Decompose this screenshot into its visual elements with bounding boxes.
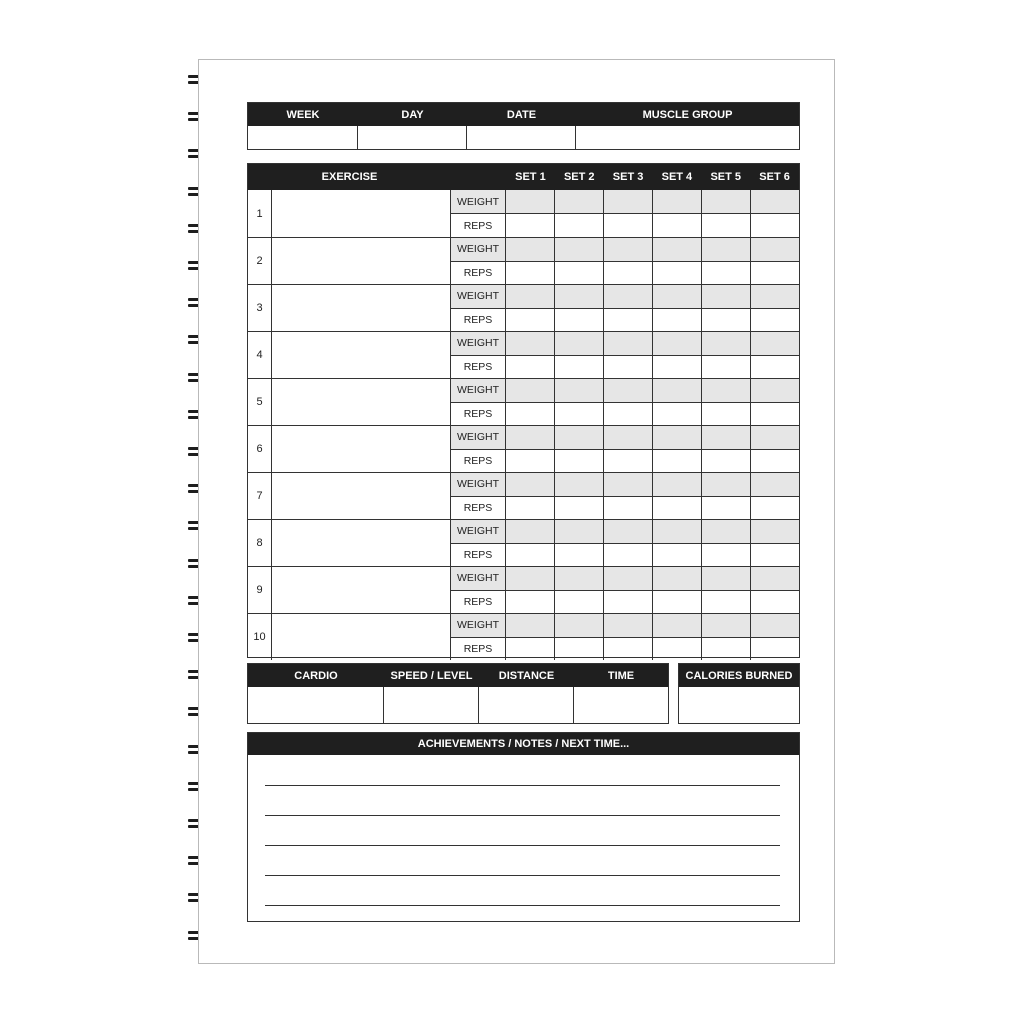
- weight-label: WEIGHT: [451, 332, 506, 355]
- reps-label: REPS: [451, 497, 506, 520]
- reps-set-3-cell[interactable]: [604, 497, 653, 520]
- exercise-row: [248, 613, 799, 660]
- weight-label: WEIGHT: [451, 520, 506, 543]
- note-line: [265, 815, 780, 816]
- weight-set-4-cell[interactable]: [653, 285, 702, 308]
- reps-set-1-cell[interactable]: [506, 638, 555, 661]
- reps-set-3-cell[interactable]: [604, 214, 653, 237]
- weight-set-2-cell[interactable]: [555, 190, 604, 213]
- reps-set-6-cell[interactable]: [751, 638, 799, 661]
- reps-set-6-cell[interactable]: [751, 591, 799, 614]
- reps-set-5-cell[interactable]: [702, 309, 751, 332]
- reps-label: REPS: [451, 591, 506, 614]
- weight-set-1-cell[interactable]: [506, 332, 555, 355]
- weight-set-2-cell[interactable]: [555, 614, 604, 637]
- reps-set-6-cell[interactable]: [751, 403, 799, 426]
- reps-set-4-cell[interactable]: [653, 403, 702, 426]
- reps-set-5-cell[interactable]: [702, 450, 751, 473]
- muscle-group-field[interactable]: [576, 126, 799, 149]
- reps-label: REPS: [451, 544, 506, 567]
- exercise-row: [248, 425, 799, 472]
- weight-set-2-cell[interactable]: [555, 285, 604, 308]
- weight-set-4-cell[interactable]: [653, 190, 702, 213]
- exercise-row: [248, 190, 799, 237]
- cardio-block: [247, 663, 669, 724]
- exercise-row: [248, 472, 799, 519]
- exercise-row: [248, 566, 799, 613]
- weight-set-1-cell[interactable]: [506, 567, 555, 590]
- note-line: [265, 905, 780, 906]
- exercise-number: 6: [248, 426, 272, 472]
- exercise-number: 7: [248, 473, 272, 519]
- weight-label: WEIGHT: [451, 379, 506, 402]
- cardio-header: [248, 664, 668, 687]
- weight-set-4-cell[interactable]: [653, 379, 702, 402]
- reps-set-4-cell[interactable]: [653, 450, 702, 473]
- calories-header: [679, 664, 799, 687]
- reps-set-2-cell[interactable]: [555, 262, 604, 285]
- distance-field[interactable]: [479, 687, 574, 723]
- reps-set-4-cell[interactable]: [653, 262, 702, 285]
- set-4-header: SET 4: [661, 171, 693, 183]
- note-line: [265, 845, 780, 846]
- reps-set-2-cell[interactable]: [555, 591, 604, 614]
- weight-set-3-cell[interactable]: [604, 285, 653, 308]
- weight-label: WEIGHT: [451, 473, 506, 496]
- weight-set-1-cell[interactable]: [506, 285, 555, 308]
- weight-set-6-cell[interactable]: [751, 614, 799, 637]
- weight-set-2-cell[interactable]: [555, 238, 604, 261]
- reps-set-5-cell[interactable]: [702, 403, 751, 426]
- weight-label: WEIGHT: [451, 238, 506, 261]
- reps-set-2-cell[interactable]: [555, 497, 604, 520]
- reps-set-4-cell[interactable]: [653, 544, 702, 567]
- weight-set-1-cell[interactable]: [506, 614, 555, 637]
- weight-set-2-cell[interactable]: [555, 426, 604, 449]
- reps-set-3-cell[interactable]: [604, 450, 653, 473]
- reps-set-2-cell[interactable]: [555, 403, 604, 426]
- reps-set-3-cell[interactable]: [604, 544, 653, 567]
- weight-label: WEIGHT: [451, 614, 506, 637]
- weight-set-6-cell[interactable]: [751, 473, 799, 496]
- set-2-header: SET 2: [563, 171, 595, 183]
- week-header: WEEK: [286, 108, 320, 121]
- reps-set-2-cell[interactable]: [555, 450, 604, 473]
- weight-set-1-cell[interactable]: [506, 238, 555, 261]
- time-label: TIME: [607, 669, 635, 682]
- weight-set-3-cell[interactable]: [604, 379, 653, 402]
- exercise-row: [248, 331, 799, 378]
- day-field[interactable]: [358, 126, 467, 149]
- weight-set-2-cell[interactable]: [555, 379, 604, 402]
- reps-set-4-cell[interactable]: [653, 214, 702, 237]
- weight-set-3-cell[interactable]: [604, 332, 653, 355]
- weight-set-6-cell[interactable]: [751, 332, 799, 355]
- notes-title: ACHIEVEMENTS / NOTES / NEXT TIME...: [417, 738, 630, 750]
- reps-set-4-cell[interactable]: [653, 309, 702, 332]
- weight-set-6-cell[interactable]: [751, 238, 799, 261]
- exercise-name-field[interactable]: [272, 614, 451, 660]
- reps-set-1-cell[interactable]: [506, 309, 555, 332]
- weight-set-5-cell[interactable]: [702, 332, 751, 355]
- date-field[interactable]: [467, 126, 576, 149]
- exercise-number: 10: [248, 614, 272, 660]
- weight-set-3-cell[interactable]: [604, 426, 653, 449]
- exercise-number: 5: [248, 379, 272, 425]
- reps-set-5-cell[interactable]: [702, 497, 751, 520]
- calories-burned-label: CALORIES BURNED: [685, 669, 793, 682]
- reps-set-3-cell[interactable]: [604, 356, 653, 379]
- exercise-rows: [248, 190, 799, 660]
- exercise-number: 3: [248, 285, 272, 331]
- weight-set-5-cell[interactable]: [702, 285, 751, 308]
- weight-set-6-cell[interactable]: [751, 520, 799, 543]
- weight-set-5-cell[interactable]: [702, 190, 751, 213]
- exercise-table-header: [248, 164, 799, 190]
- speed-level-label: SPEED / LEVEL: [390, 669, 473, 682]
- note-line: [265, 785, 780, 786]
- set-3-header: SET 3: [612, 171, 644, 183]
- weight-set-3-cell[interactable]: [604, 614, 653, 637]
- day-header: DAY: [401, 108, 424, 121]
- exercise-row: [248, 237, 799, 284]
- weight-set-1-cell[interactable]: [506, 473, 555, 496]
- distance-label: DISTANCE: [498, 669, 555, 682]
- reps-set-1-cell[interactable]: [506, 403, 555, 426]
- reps-set-5-cell[interactable]: [702, 544, 751, 567]
- exercise-name-field[interactable]: [272, 238, 451, 284]
- weight-set-1-cell[interactable]: [506, 190, 555, 213]
- weight-label: WEIGHT: [451, 190, 506, 213]
- weight-set-3-cell[interactable]: [604, 190, 653, 213]
- reps-label: REPS: [451, 450, 506, 473]
- weight-set-2-cell[interactable]: [555, 520, 604, 543]
- reps-set-1-cell[interactable]: [506, 497, 555, 520]
- reps-set-5-cell[interactable]: [702, 356, 751, 379]
- set-5-header: SET 5: [710, 171, 742, 183]
- reps-set-5-cell[interactable]: [702, 591, 751, 614]
- reps-set-4-cell[interactable]: [653, 591, 702, 614]
- reps-set-1-cell[interactable]: [506, 214, 555, 237]
- reps-set-6-cell[interactable]: [751, 309, 799, 332]
- calories-block: [678, 663, 800, 724]
- exercise-row: [248, 519, 799, 566]
- weight-set-5-cell[interactable]: [702, 520, 751, 543]
- reps-set-5-cell[interactable]: [702, 262, 751, 285]
- exercise-table: [247, 163, 800, 658]
- reps-set-1-cell[interactable]: [506, 591, 555, 614]
- session-info-header: [248, 103, 799, 126]
- reps-set-6-cell[interactable]: [751, 450, 799, 473]
- weight-label: WEIGHT: [451, 426, 506, 449]
- reps-set-1-cell[interactable]: [506, 450, 555, 473]
- reps-set-5-cell[interactable]: [702, 638, 751, 661]
- exercise-number: 1: [248, 190, 272, 237]
- reps-set-2-cell[interactable]: [555, 309, 604, 332]
- exercise-name-field[interactable]: [272, 567, 451, 613]
- session-info-block: [247, 102, 800, 150]
- exercise-name-field[interactable]: [272, 379, 451, 425]
- reps-set-3-cell[interactable]: [604, 591, 653, 614]
- exercise-name-field[interactable]: [272, 473, 451, 519]
- reps-set-6-cell[interactable]: [751, 356, 799, 379]
- weight-set-3-cell[interactable]: [604, 473, 653, 496]
- exercise-header: EXERCISE: [321, 171, 378, 183]
- exercise-number: 4: [248, 332, 272, 378]
- reps-label: REPS: [451, 262, 506, 285]
- weight-set-4-cell[interactable]: [653, 520, 702, 543]
- reps-set-4-cell[interactable]: [653, 638, 702, 661]
- reps-set-1-cell[interactable]: [506, 356, 555, 379]
- time-field[interactable]: [574, 687, 668, 723]
- reps-set-1-cell[interactable]: [506, 544, 555, 567]
- reps-label: REPS: [451, 214, 506, 237]
- weight-set-5-cell[interactable]: [702, 614, 751, 637]
- set-1-header: SET 1: [515, 171, 546, 183]
- exercise-row: [248, 378, 799, 425]
- weight-set-4-cell[interactable]: [653, 614, 702, 637]
- weight-set-4-cell[interactable]: [653, 473, 702, 496]
- reps-set-3-cell[interactable]: [604, 403, 653, 426]
- weight-set-6-cell[interactable]: [751, 379, 799, 402]
- reps-label: REPS: [451, 309, 506, 332]
- weight-label: WEIGHT: [451, 285, 506, 308]
- exercise-name-field[interactable]: [272, 285, 451, 331]
- exercise-row: [248, 284, 799, 331]
- reps-set-6-cell[interactable]: [751, 214, 799, 237]
- notes-block[interactable]: [247, 732, 800, 922]
- weight-set-1-cell[interactable]: [506, 426, 555, 449]
- cardio-label: CARDIO: [294, 669, 338, 682]
- reps-set-3-cell[interactable]: [604, 638, 653, 661]
- reps-set-4-cell[interactable]: [653, 356, 702, 379]
- weight-set-5-cell[interactable]: [702, 426, 751, 449]
- weight-set-2-cell[interactable]: [555, 473, 604, 496]
- date-header: DATE: [506, 108, 537, 121]
- reps-set-3-cell[interactable]: [604, 262, 653, 285]
- exercise-number: 2: [248, 238, 272, 284]
- exercise-name-field[interactable]: [272, 332, 451, 378]
- weight-set-3-cell[interactable]: [604, 520, 653, 543]
- weight-set-6-cell[interactable]: [751, 426, 799, 449]
- weight-set-3-cell[interactable]: [604, 238, 653, 261]
- muscle-group-header: MUSCLE GROUP: [642, 108, 733, 121]
- reps-label: REPS: [451, 356, 506, 379]
- set-6-header: SET 6: [759, 171, 790, 183]
- reps-set-6-cell[interactable]: [751, 544, 799, 567]
- reps-set-6-cell[interactable]: [751, 497, 799, 520]
- weight-set-6-cell[interactable]: [751, 567, 799, 590]
- weight-set-4-cell[interactable]: [653, 332, 702, 355]
- reps-set-4-cell[interactable]: [653, 497, 702, 520]
- weight-label: WEIGHT: [451, 567, 506, 590]
- weight-set-4-cell[interactable]: [653, 426, 702, 449]
- weight-set-4-cell[interactable]: [653, 567, 702, 590]
- reps-set-2-cell[interactable]: [555, 356, 604, 379]
- reps-set-1-cell[interactable]: [506, 262, 555, 285]
- exercise-number: 8: [248, 520, 272, 566]
- reps-label: REPS: [451, 403, 506, 426]
- weight-set-2-cell[interactable]: [555, 332, 604, 355]
- weight-set-5-cell[interactable]: [702, 238, 751, 261]
- weight-set-2-cell[interactable]: [555, 567, 604, 590]
- reps-set-2-cell[interactable]: [555, 638, 604, 661]
- exercise-number: 9: [248, 567, 272, 613]
- weight-set-1-cell[interactable]: [506, 379, 555, 402]
- speed-level-field[interactable]: [384, 687, 479, 723]
- reps-set-2-cell[interactable]: [555, 214, 604, 237]
- weight-set-5-cell[interactable]: [702, 473, 751, 496]
- reps-set-2-cell[interactable]: [555, 544, 604, 567]
- reps-set-3-cell[interactable]: [604, 309, 653, 332]
- exercise-name-field[interactable]: [272, 190, 451, 237]
- exercise-name-field[interactable]: [272, 426, 451, 472]
- exercise-name-field[interactable]: [272, 520, 451, 566]
- weight-set-3-cell[interactable]: [604, 567, 653, 590]
- reps-set-6-cell[interactable]: [751, 262, 799, 285]
- cardio-field[interactable]: [248, 687, 384, 723]
- note-line: [265, 875, 780, 876]
- weight-set-6-cell[interactable]: [751, 190, 799, 213]
- notes-header: [248, 733, 799, 755]
- reps-label: REPS: [451, 638, 506, 661]
- weight-set-5-cell[interactable]: [702, 567, 751, 590]
- reps-set-5-cell[interactable]: [702, 214, 751, 237]
- weight-set-4-cell[interactable]: [653, 238, 702, 261]
- week-field[interactable]: [248, 126, 358, 149]
- weight-set-1-cell[interactable]: [506, 520, 555, 543]
- weight-set-5-cell[interactable]: [702, 379, 751, 402]
- calories-field[interactable]: [679, 687, 799, 723]
- weight-set-6-cell[interactable]: [751, 285, 799, 308]
